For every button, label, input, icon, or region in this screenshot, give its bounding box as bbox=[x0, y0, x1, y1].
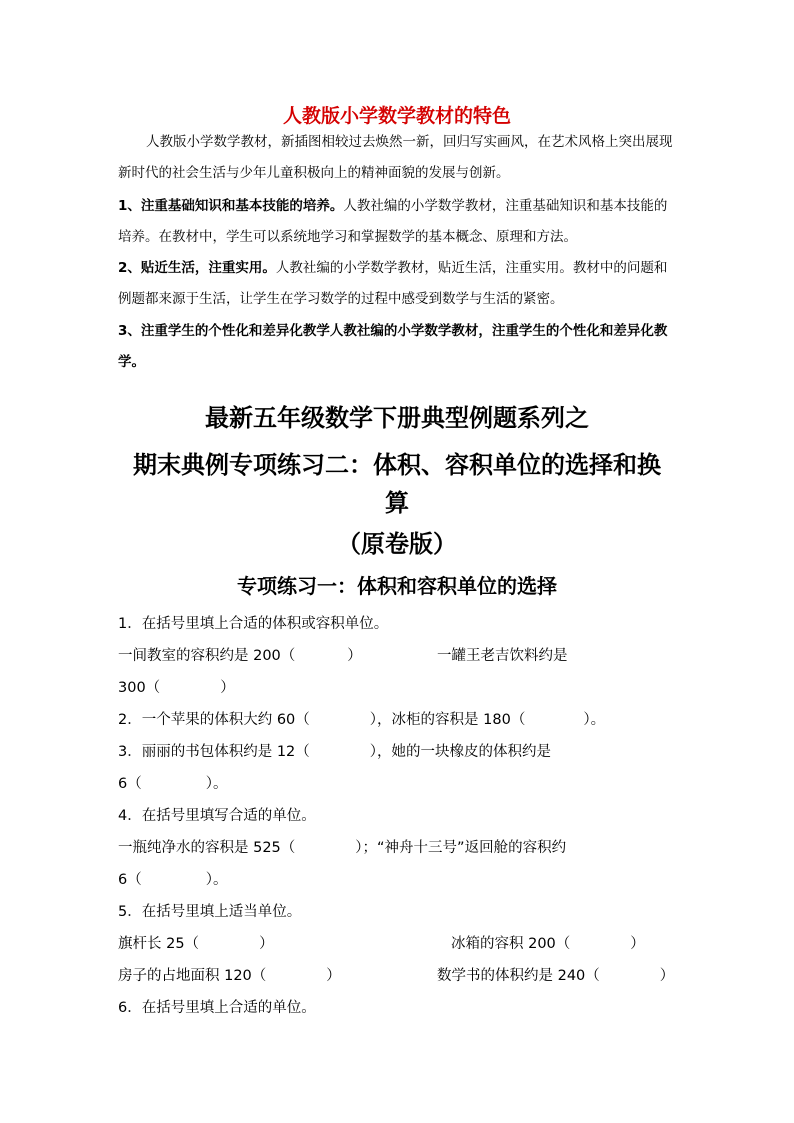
question-6: 6．在括号里填上合适的单位。 bbox=[118, 1000, 316, 1016]
question-5-item-b: 冰箱的容积 200（ ） bbox=[451, 936, 645, 952]
doc-title-line-1: 最新五年级数学下册典型例题系列之 bbox=[205, 404, 589, 432]
question-4-item-a-cont: 6（ ）。 bbox=[118, 872, 228, 888]
question-3: 3．丽丽的书包体积约是 12（ ），她的一块橡皮的体积约是 bbox=[118, 744, 552, 760]
question-1: 1．在括号里填上合适的体积或容积单位。 bbox=[118, 616, 389, 632]
doc-title-line-3: 算 bbox=[385, 489, 409, 517]
section-title: 专项练习一：体积和容积单位的选择 bbox=[237, 574, 557, 598]
question-2: 2．一个苹果的体积大约 60（ ），冰柜的容积是 180（ ）。 bbox=[118, 712, 606, 728]
paragraph-body: 人教社编的小学数学教材，贴近生活，注重实用。教材中的问题和例题都来源于生活，让学生在学习数学的过程中感受到数学与生活的紧密。 bbox=[118, 260, 668, 307]
paragraph-heading: 1、注重基础知识和基本技能的培养。 bbox=[118, 198, 344, 214]
question-1-item-b: 一罐王老吉饮料约是 bbox=[437, 648, 568, 664]
intro-paragraph-1: 人教版小学数学教材，新插图相较过去焕然一新，回归写实画风，在艺术风格上突出展现新时代的社会生活与少年儿童积极向上的精神面貌的发展与创新。 bbox=[118, 134, 673, 181]
intro-paragraph-3 bbox=[118, 253, 678, 315]
question-4: 4．在括号里填写合适的单位。 bbox=[118, 808, 316, 824]
question-1-item-b-cont: 300（ ） bbox=[118, 680, 235, 696]
question-5-item-a: 旗杆长 25（ ） bbox=[118, 936, 274, 952]
intro-title: 人教版小学数学教材的特色 bbox=[282, 105, 511, 127]
question-5-item-c: 房子的占地面积 120（ ） bbox=[118, 968, 341, 984]
question-5-item-d: 数学书的体积约是 240（ ） bbox=[437, 968, 675, 984]
question-5: 5．在括号里填上适当单位。 bbox=[118, 904, 302, 920]
intro-paragraph-2 bbox=[118, 191, 678, 253]
paragraph-body: 人教社编的小学数学教材，注重基础知识和基本技能的培养。在教材中，学生可以系统地学习和掌握数学的基本概念、原理和方法。 bbox=[118, 198, 668, 245]
doc-title-line-2: 期末典例专项练习二：体积、容积单位的选择和换 bbox=[133, 451, 661, 479]
doc-title-edition: （原卷版） bbox=[337, 530, 457, 558]
question-1-item-a: 一间教室的容积约是 200（ ） bbox=[118, 648, 362, 664]
question-3-cont: 6（ ）。 bbox=[118, 776, 228, 792]
paragraph-heading: 2、贴近生活，注重实用。 bbox=[118, 260, 276, 276]
question-4-item-a: 一瓶纯净水的容积是 525（ ）；“神舟十三号”返回舱的容积约 bbox=[118, 840, 567, 856]
intro-paragraph-4: 3、注重学生的个性化和差异化教学人教社编的小学数学教材，注重学生的个性化和差异化教学。 bbox=[118, 323, 668, 370]
